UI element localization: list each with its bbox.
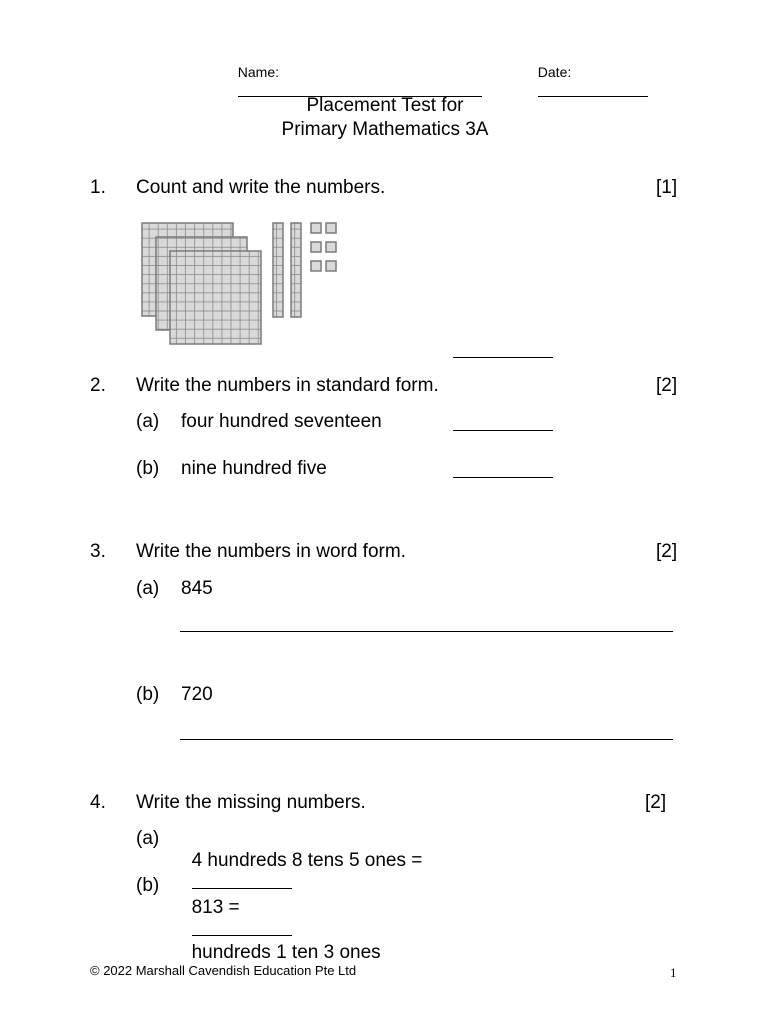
hundred-flat bbox=[170, 251, 261, 344]
q4b-text-before: 813 = bbox=[191, 897, 240, 918]
q2b-answer-blank[interactable] bbox=[453, 477, 553, 478]
ten-rod bbox=[291, 223, 301, 317]
ones-cubes bbox=[311, 223, 336, 271]
q4b-answer-blank[interactable] bbox=[192, 919, 292, 936]
q3-number: 3. bbox=[90, 541, 106, 562]
hundreds-flats bbox=[142, 223, 261, 344]
one-cube bbox=[311, 261, 321, 271]
name-label: Name: bbox=[237, 64, 280, 80]
tens-rods bbox=[273, 223, 301, 317]
q1-answer-blank[interactable] bbox=[453, 357, 553, 358]
page-title-line-1: Placement Test for bbox=[306, 95, 464, 116]
q1-marks: [1] bbox=[656, 177, 678, 198]
q3b-text: 720 bbox=[181, 684, 213, 705]
q2-number: 2. bbox=[90, 375, 106, 396]
base-ten-blocks bbox=[140, 220, 340, 350]
q2a-text: four hundred seventeen bbox=[181, 411, 382, 432]
q2-text: Write the numbers in standard form. bbox=[136, 375, 439, 396]
q4b-item bbox=[181, 875, 381, 964]
q3a-text: 845 bbox=[181, 578, 213, 599]
name-field bbox=[230, 48, 482, 100]
one-cube bbox=[326, 223, 336, 233]
q4b-text-after: hundreds 1 ten 3 ones bbox=[191, 942, 381, 963]
one-cube bbox=[326, 261, 336, 271]
q4-marks: [2] bbox=[645, 792, 667, 813]
q3-text: Write the numbers in word form. bbox=[136, 541, 406, 562]
q4-text: Write the missing numbers. bbox=[136, 792, 366, 813]
date-label: Date: bbox=[537, 64, 572, 80]
q2a-label: (a) bbox=[136, 411, 160, 432]
q1-number: 1. bbox=[90, 177, 106, 198]
copyright: © 2022 Marshall Cavendish Education Pte Ltd bbox=[90, 963, 357, 978]
q3-marks: [2] bbox=[656, 541, 678, 562]
one-cube bbox=[326, 242, 336, 252]
q2-marks: [2] bbox=[656, 375, 678, 396]
q3a-label: (a) bbox=[136, 578, 160, 599]
q4a-label: (a) bbox=[136, 828, 160, 849]
page-number: 1 bbox=[670, 965, 677, 980]
page-title-line-2: Primary Mathematics 3A bbox=[281, 119, 489, 140]
date-field bbox=[530, 48, 648, 100]
q3b-answer-blank[interactable] bbox=[180, 739, 673, 740]
q4-number: 4. bbox=[90, 792, 106, 813]
q3b-label: (b) bbox=[136, 684, 160, 705]
q2b-text: nine hundred five bbox=[181, 458, 327, 479]
one-cube bbox=[311, 223, 321, 233]
one-cube bbox=[311, 242, 321, 252]
q3a-answer-blank[interactable] bbox=[180, 631, 673, 632]
ten-rod bbox=[273, 223, 283, 317]
q1-text: Count and write the numbers. bbox=[136, 177, 386, 198]
q2a-answer-blank[interactable] bbox=[453, 430, 553, 431]
q4b-label: (b) bbox=[136, 875, 160, 896]
q2b-label: (b) bbox=[136, 458, 160, 479]
q4a-text: 4 hundreds 8 tens 5 ones = bbox=[191, 850, 423, 871]
